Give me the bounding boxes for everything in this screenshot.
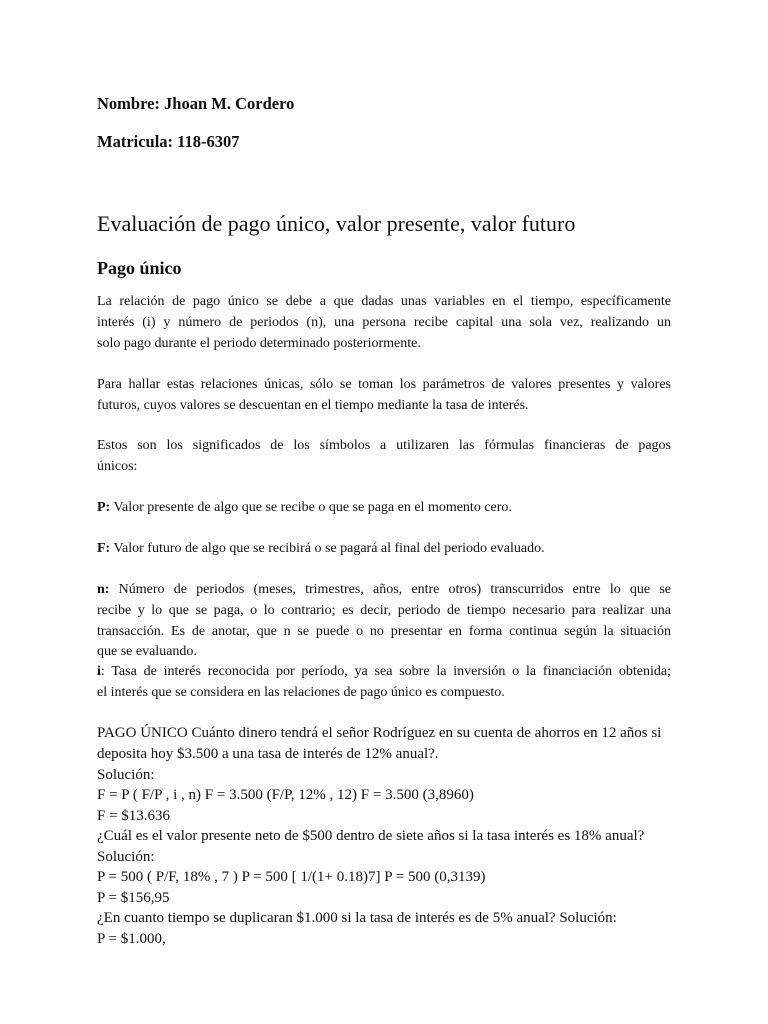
definition-p-label: P: (97, 500, 111, 515)
example-line-6: ¿Cuál es el valor presente neto de $500 dentro de siete años si la tasa interés es 18% anual? (97, 828, 645, 844)
example-line-10: ¿En cuanto tiempo se duplicaran $1.000 si la tasa de interés es de 5% anual? Solución: (97, 910, 617, 926)
definition-i-label: i (97, 664, 101, 679)
student-name: Nombre: Jhoan M. Cordero (97, 94, 295, 113)
intro-line-3: solo pago durante el periodo determinado posteriormente. (97, 336, 421, 351)
example-line-1: PAGO ÚNICO Cuánto dinero tendrá el señor Rodríguez en su cuenta de ahorros en 12 años si (97, 725, 662, 741)
definition-n-line-4: que se evaluando. (97, 644, 197, 659)
definition-i-line-2: el interés que se considera en las relaciones de pago único es compuesto. (97, 685, 505, 700)
example-line-4: F = P ( F/P , i , n) F = 3.500 (F/P, 12% , 12) F = 3.500 (3,8960) (97, 787, 474, 803)
definition-f (97, 541, 545, 557)
para2-line-1: Para hallar estas relaciones únicas, sólo se toman los parámetros de valores presentes y valores (97, 377, 671, 392)
definition-n-line-2: recibe y lo que se paga, o lo contrario; es decir, periodo de tiempo necesario para realizar una (97, 603, 671, 618)
definition-n-text: Número de periodos (meses, trimestres, años, entre otros) transcurridos entre lo que se (109, 582, 671, 597)
example-line-8: P = 500 ( P/F, 18% , 7 ) P = 500 [ 1/(1+ 0.18)7] P = 500 (0,3139) (97, 869, 486, 885)
page-title: Evaluación de pago único, valor presente, valor futuro (97, 211, 576, 236)
example-line-3: Solución: (97, 767, 155, 783)
definition-p-text: Valor presente de algo que se recibe o que se paga en el momento cero. (110, 500, 512, 515)
para3-line-2: únicos: (97, 459, 138, 474)
definition-i-text: : Tasa de interés reconocida por período, ya sea sobre la inversión o la financiación obtenida; (100, 664, 671, 679)
para3-line-1: Estos son los significados de los símbolos a utilizaren las fórmulas financieras de pagos (97, 438, 671, 453)
example-line-11: P = $1.000, (97, 931, 166, 947)
para2-line-2: futuros, cuyos valores se descuentan en el tiempo mediante la tasa de interés. (97, 398, 529, 413)
example-line-9: P = $156,95 (97, 890, 170, 906)
definition-n-line-1 (97, 582, 671, 598)
student-id: Matricula: 118-6307 (97, 132, 240, 151)
definition-f-label: F: (97, 541, 111, 556)
definition-i-line-1 (97, 664, 671, 680)
definition-f-text: Valor futuro de algo que se recibirá o se pagará al final del periodo evaluado. (110, 541, 545, 556)
definition-p (97, 500, 512, 516)
intro-line-2: interés (i) y número de periodos (n), una persona recibe capital una sola vez, realizando un (97, 315, 671, 330)
example-line-7: Solución: (97, 849, 155, 865)
example-line-5: F = $13.636 (97, 808, 171, 824)
definition-n-line-3: transacción. Es de anotar, que n se puede o no presentar en forma continua según la situación (97, 624, 671, 639)
example-line-2: deposita hoy $3.500 a una tasa de interés de 12% anual?. (97, 746, 439, 762)
definition-n-label: n: (97, 582, 110, 597)
section-heading: Pago único (97, 258, 182, 278)
intro-line-1: La relación de pago único se debe a que dadas unas variables en el tiempo, específicamente (97, 294, 671, 309)
